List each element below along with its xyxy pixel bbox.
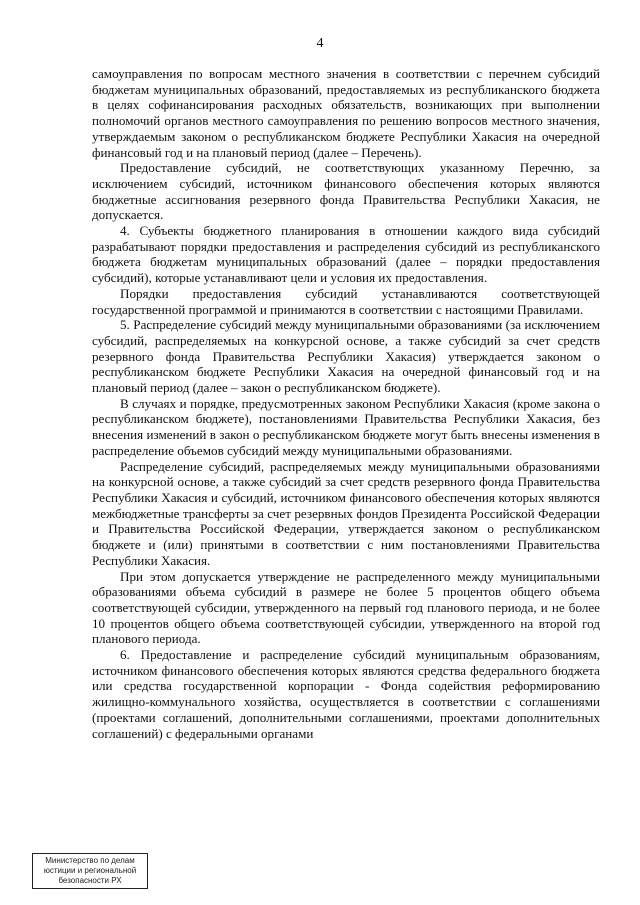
stamp-line: юстиции и региональной (43, 866, 137, 875)
stamp-line: Министерство по делам (45, 856, 135, 865)
paragraph: 6. Предоставление и распределение субсидий муниципальным образованиям, источником финансового обеспечения которых являются средства федерального бюджета или средства государственной корпорации - Фонда содействия реформированию жилищно-коммунального хозяйства, осуществляется в соответствии с соглашениями (проектами соглашений, дополнительными соглашениями, проектами дополнительных соглашений) с федеральными органами (92, 647, 600, 741)
paragraph: 5. Распределение субсидий между муниципальными образованиями (за исключением субсидий, распределяемых на конкурсной основе, а также субсидий за счет средств резервного фонда Правительства Республики Хакасия) утверждается законом о республиканском бюджете Республики Хакасия на очередной финансовый год и на плановый период (далее – закон о республиканском бюджете). (92, 317, 600, 396)
stamp-line: безопасности РХ (58, 876, 122, 885)
paragraph: 4. Субъекты бюджетного планирования в отношении каждого вида субсидий разрабатывают порядки предоставления и распределения субсидий из республиканского бюджета бюджетам муниципальных образований (далее – порядки предоставления субсидий), которые устанавливают цели и условия их предоставления. (92, 223, 600, 286)
ministry-stamp (32, 853, 148, 889)
paragraph: Предоставление субсидий, не соответствующих указанному Перечню, за исключением субсидий, источником финансового обеспечения которых являются бюджетные ассигнования резервного фонда Правительства Республики Хакасия, не допускается. (92, 160, 600, 223)
paragraph: самоуправления по вопросам местного значения в соответствии с перечнем субсидий бюджетам муниципальных образований, предоставляемых из республиканского бюджета в целях софинансирования расходных обязательств, возникающих при выполнении полномочий органов местного самоуправления по решению вопросов местного значения, утверждаемым законом о республиканском бюджете Республики Хакасия на очередной финансовый год и на плановый период (далее – Перечень). (92, 66, 600, 160)
paragraph: Распределение субсидий, распределяемых между муниципальными образованиями на конкурсной основе, а также субсидий за счет средств резервного фонда Правительства Республики Хакасия и субсидий, источником финансового обеспечения которых являются межбюджетные трансферты за счет резервных фондов Президента Российской Федерации и Правительства Российской Федерации, утверждается законом о республиканском бюджете и (или) принятыми в соответствии с ним постановлениями Правительства Республики Хакасия. (92, 458, 600, 568)
paragraph: В случаях и порядке, предусмотренных законом Республики Хакасия (кроме закона о республиканском бюджете), постановлениями Правительства Республики Хакасия, без внесения изменений в закон о республиканском бюджете могут быть внесены изменения в распределение объемов субсидий между муниципальными образованиями. (92, 395, 600, 458)
paragraph: При этом допускается утверждение не распределенного между муниципальными образованиями объема субсидий в размере не более 5 процентов общего объема соответствующей субсидии, утвержденного на первый год планового периода, и не более 10 процентов общего объема соответствующей субсидии, утвержденного на второй год планового периода. (92, 568, 600, 647)
document-body (92, 66, 600, 741)
page-number: 4 (316, 36, 324, 51)
paragraph: Порядки предоставления субсидий устанавливаются соответствующей государственной программой и принимаются в соответствии с настоящими Правилами. (92, 285, 600, 317)
